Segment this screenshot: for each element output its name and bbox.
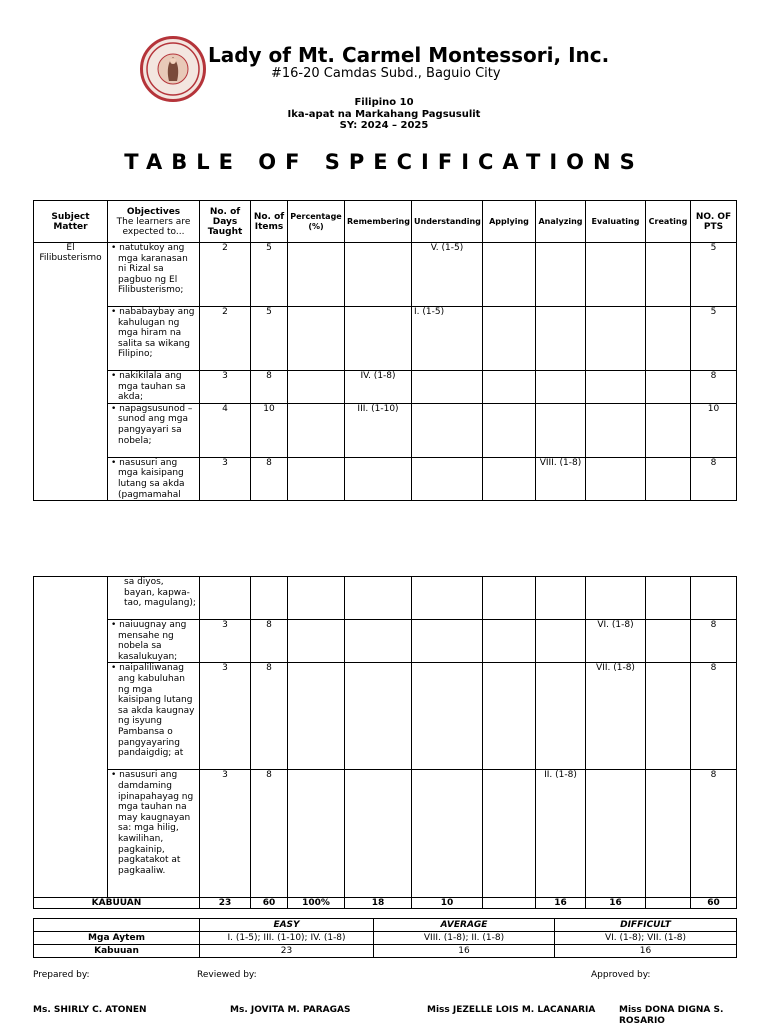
school-name: Lady of Mt. Carmel Montessori, Inc. — [208, 43, 610, 67]
objective-cell: • napagsusunod – sunod ang mga pangyayari sa nobela; — [108, 403, 200, 457]
header-evaluating: Evaluating — [586, 201, 646, 243]
table-row — [34, 457, 737, 500]
evaluating-cell — [586, 307, 646, 371]
understanding-cell: I. (1-5) — [412, 307, 483, 371]
analyzing-cell — [536, 663, 586, 770]
creating-cell — [646, 403, 691, 457]
understanding-cell — [412, 577, 483, 620]
days-cell: 2 — [200, 243, 251, 307]
objective-cell: • nakikilala ang mga tauhan sa akda; — [108, 371, 200, 404]
evaluating-cell — [586, 371, 646, 404]
days-cell: 3 — [200, 663, 251, 770]
average-total: 16 — [374, 945, 555, 958]
days-cell — [200, 577, 251, 620]
percentage-cell — [288, 403, 345, 457]
total-items: 60 — [251, 898, 288, 909]
evaluating-cell — [586, 457, 646, 500]
applying-cell — [483, 243, 536, 307]
percentage-cell — [288, 457, 345, 500]
items-cell: 8 — [251, 371, 288, 404]
table-row — [34, 307, 737, 371]
reviewed-by-label: Reviewed by: — [197, 970, 257, 980]
items-cell: 8 — [251, 457, 288, 500]
percentage-cell — [288, 663, 345, 770]
objective-cell: sa diyos, bayan, kapwa-tao, magulang); — [108, 577, 200, 620]
average-header: AVERAGE — [374, 919, 555, 932]
applying-cell — [483, 577, 536, 620]
easy-total: 23 — [200, 945, 374, 958]
understanding-cell: V. (1-5) — [412, 243, 483, 307]
items-cell: 8 — [251, 663, 288, 770]
understanding-cell — [412, 371, 483, 404]
total-evaluating: 16 — [586, 898, 646, 909]
days-cell: 3 — [200, 371, 251, 404]
applying-cell — [483, 307, 536, 371]
days-cell: 3 — [200, 457, 251, 500]
items-cell: 10 — [251, 403, 288, 457]
evaluating-cell — [586, 577, 646, 620]
subject-matter-cell: El Filibusterismo — [34, 243, 108, 501]
pts-cell: 8 — [691, 371, 737, 404]
header-subject-matter: Subject Matter — [34, 201, 108, 243]
remembering-cell — [345, 770, 412, 898]
header-days: No. of Days Taught — [200, 201, 251, 243]
header-pts: NO. OF PTS — [691, 201, 737, 243]
analyzing-cell — [536, 307, 586, 371]
header-understanding: Understanding — [412, 201, 483, 243]
table-row — [34, 403, 737, 457]
pts-cell: 5 — [691, 307, 737, 371]
applying-cell — [483, 663, 536, 770]
items-cell — [251, 577, 288, 620]
objective-cell: • naipaliliwanag ang kabuluhan ng mga kaisipang lutang sa akda kaugnay ng isyung Pambansa o pangyayaring pandaigdig; at — [108, 663, 200, 770]
total-remembering: 18 — [345, 898, 412, 909]
evaluating-cell — [586, 770, 646, 898]
difficulty-summary-table — [33, 918, 737, 958]
analyzing-cell: II. (1-8) — [536, 770, 586, 898]
approved-by-label: Approved by: — [591, 970, 651, 980]
objective-cell: • naiuugnay ang mensahe ng nobela sa kasalukuyan; — [108, 620, 200, 663]
subject-matter-cell — [34, 577, 108, 898]
school-address: #16-20 Camdas Subd., Baguio City — [271, 66, 501, 81]
evaluating-cell — [586, 403, 646, 457]
applying-cell — [483, 403, 536, 457]
approver-name-2-text: Miss DONA DIGNA S. ROSARIO — [619, 1005, 724, 1026]
header-remembering: Remembering — [345, 201, 412, 243]
document-title: TABLE OF SPECIFICATIONS — [124, 150, 644, 174]
remembering-cell — [345, 577, 412, 620]
easy-items: I. (1-5); III. (1-10); IV. (1-8) — [200, 932, 374, 945]
remembering-cell: IV. (1-8) — [345, 371, 412, 404]
approver-name-1: Miss JEZELLE LOIS M. LACANARIA — [427, 1005, 596, 1015]
specifications-table-part1 — [33, 200, 737, 501]
creating-cell — [646, 307, 691, 371]
applying-cell — [483, 770, 536, 898]
percentage-cell — [288, 243, 345, 307]
objective-cell: • nasusuri ang damdaming ipinapahayag ng mga tauhan na may kaugnayan sa: mga hilig, kawilihan, pagkainip, pagkatakot at pagkaaliw. — [108, 770, 200, 898]
table-row — [34, 620, 737, 663]
specifications-table-part2 — [33, 576, 737, 909]
objective-cell: • natutukoy ang mga karanasan ni Rizal sa pagbuo ng El Filibusterismo; — [108, 243, 200, 307]
pts-cell: 8 — [691, 457, 737, 500]
seal-emblem-icon — [145, 41, 201, 97]
summary-items-row — [34, 932, 737, 945]
summary-total-row — [34, 945, 737, 958]
difficult-header: DIFFICULT — [555, 919, 737, 932]
pts-cell: 8 — [691, 663, 737, 770]
pts-cell — [691, 577, 737, 620]
remembering-cell — [345, 307, 412, 371]
items-cell: 8 — [251, 770, 288, 898]
applying-cell — [483, 457, 536, 500]
percentage-cell — [288, 770, 345, 898]
header-analyzing: Analyzing — [536, 201, 586, 243]
exam-title: Ika-apat na Markahang Pagsusulit — [287, 109, 481, 120]
pts-cell: 8 — [691, 620, 737, 663]
header-objectives — [108, 201, 200, 243]
analyzing-cell: VIII. (1-8) — [536, 457, 586, 500]
understanding-cell — [412, 457, 483, 500]
understanding-cell — [412, 663, 483, 770]
total-understanding: 10 — [412, 898, 483, 909]
percentage-cell — [288, 577, 345, 620]
remembering-cell — [345, 243, 412, 307]
understanding-cell — [412, 403, 483, 457]
header-applying: Applying — [483, 201, 536, 243]
creating-cell — [646, 243, 691, 307]
totals-label: KABUUAN — [34, 898, 200, 909]
preparer-name: Ms. SHIRLY C. ATONEN — [33, 1005, 147, 1015]
table-row — [34, 663, 737, 770]
creating-cell — [646, 770, 691, 898]
school-seal-logo — [140, 36, 206, 102]
analyzing-cell — [536, 243, 586, 307]
school-year: SY: 2024 – 2025 — [339, 120, 429, 131]
objective-cell: • nababaybay ang kahulugan ng mga hiram na salita sa wikang Filipino; — [108, 307, 200, 371]
header-items: No. of Items — [251, 201, 288, 243]
creating-cell — [646, 577, 691, 620]
difficult-items: VI. (1-8); VII. (1-8) — [555, 932, 737, 945]
understanding-cell — [412, 770, 483, 898]
total-creating — [646, 898, 691, 909]
table-row — [34, 243, 737, 307]
percentage-cell — [288, 307, 345, 371]
table-row — [34, 371, 737, 404]
summary-corner — [34, 919, 200, 932]
average-items: VIII. (1-8); II. (1-8) — [374, 932, 555, 945]
evaluating-cell — [586, 243, 646, 307]
reviewer-name: Ms. JOVITA M. PARAGAS — [230, 1005, 351, 1015]
remembering-cell — [345, 457, 412, 500]
total-analyzing: 16 — [536, 898, 586, 909]
table-header-row — [34, 201, 737, 243]
objective-cell: • nasusuri ang mga kaisipang lutang sa akda (pagmamahal — [108, 457, 200, 500]
header-objectives-sub: The learners are expected to... — [116, 216, 191, 237]
items-cell: 8 — [251, 620, 288, 663]
table-row — [34, 577, 737, 620]
creating-cell — [646, 457, 691, 500]
header-objectives-label: Objectives — [126, 206, 181, 217]
header-creating: Creating — [646, 201, 691, 243]
evaluating-cell: VI. (1-8) — [586, 620, 646, 663]
days-cell: 3 — [200, 770, 251, 898]
analyzing-cell — [536, 403, 586, 457]
days-cell: 4 — [200, 403, 251, 457]
total-label: Kabuuan — [34, 945, 200, 958]
summary-header-row — [34, 919, 737, 932]
days-cell: 2 — [200, 307, 251, 371]
difficult-total: 16 — [555, 945, 737, 958]
pts-cell: 5 — [691, 243, 737, 307]
items-cell: 5 — [251, 307, 288, 371]
items-label: Mga Aytem — [34, 932, 200, 945]
total-days: 23 — [200, 898, 251, 909]
total-percentage: 100% — [288, 898, 345, 909]
applying-cell — [483, 371, 536, 404]
analyzing-cell — [536, 371, 586, 404]
creating-cell — [646, 620, 691, 663]
prepared-by-label: Prepared by: — [33, 970, 90, 980]
pts-cell: 8 — [691, 770, 737, 898]
remembering-cell — [345, 663, 412, 770]
totals-row — [34, 898, 737, 909]
table-row — [34, 770, 737, 898]
applying-cell — [483, 620, 536, 663]
total-pts: 60 — [691, 898, 737, 909]
analyzing-cell — [536, 577, 586, 620]
total-applying — [483, 898, 536, 909]
pts-cell: 10 — [691, 403, 737, 457]
items-cell: 5 — [251, 243, 288, 307]
easy-header: EASY — [200, 919, 374, 932]
creating-cell — [646, 371, 691, 404]
header-percentage: Percentage (%) — [288, 201, 345, 243]
remembering-cell: III. (1-10) — [345, 403, 412, 457]
understanding-cell — [412, 620, 483, 663]
percentage-cell — [288, 371, 345, 404]
days-cell: 3 — [200, 620, 251, 663]
evaluating-cell: VII. (1-8) — [586, 663, 646, 770]
analyzing-cell — [536, 620, 586, 663]
remembering-cell — [345, 620, 412, 663]
percentage-cell — [288, 620, 345, 663]
creating-cell — [646, 663, 691, 770]
subject-title: Filipino 10 — [354, 97, 414, 108]
